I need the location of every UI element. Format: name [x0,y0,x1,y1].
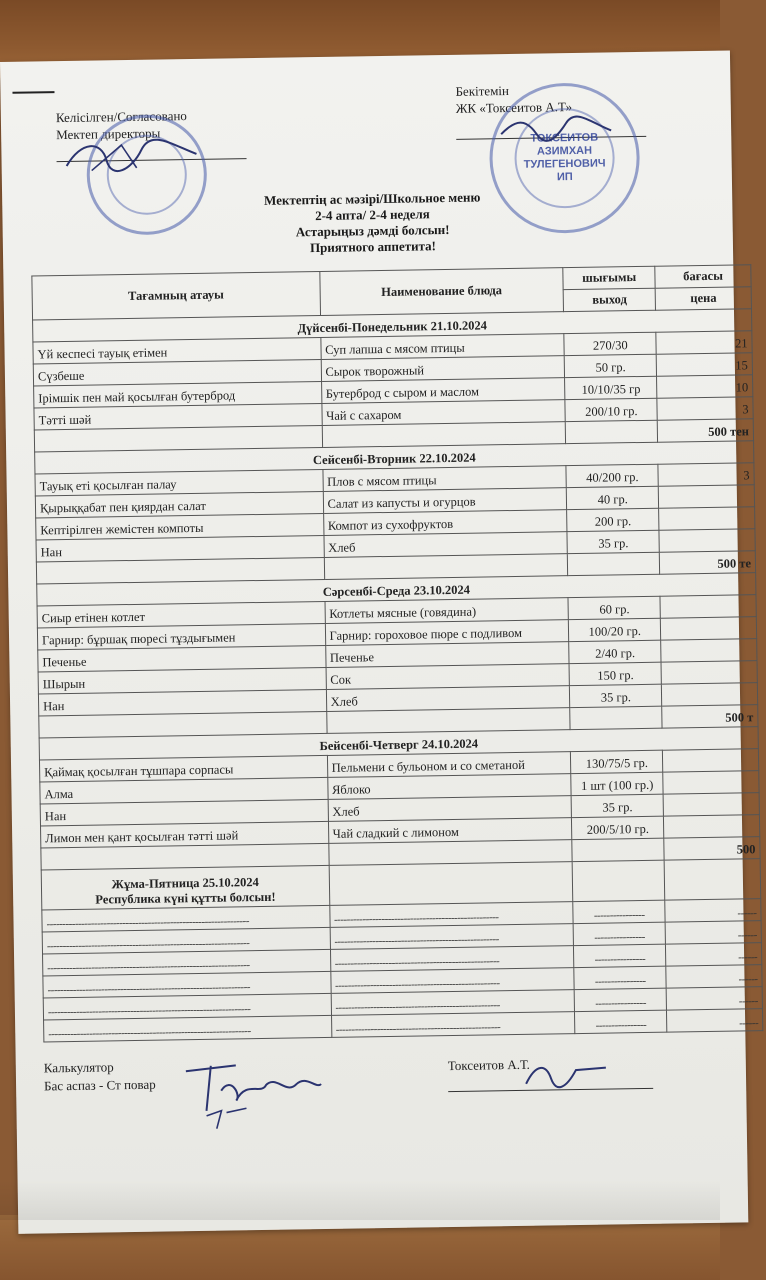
approval-left-line2: Мектеп директоры [56,125,161,143]
dish-ru: Бутерброд с сыром и маслом [321,378,565,404]
chef-label: Бас аспаз - Ст повар [43,1076,156,1094]
dish-ru: Сок [326,664,570,690]
dish-kz: Нан [40,799,328,826]
dish-yield: 40 гр. [567,486,659,509]
header-ru: Наименование блюда [319,268,563,316]
calculator-label: Калькулятор [43,1059,114,1076]
dish-yield: 200 гр. [567,508,659,531]
dish-kz: Кептірілген жемістен компоты [36,513,324,540]
dish-ru: Салат из капусты и огурцов [323,488,567,514]
day-heading: Сейсенбі-Вторник 22.10.2024 [35,441,754,474]
day-heading: Дүйсенбі-Понедельник 21.10.2024 [33,309,752,342]
dish-ru: Пельмени с бульоном и со сметаной [327,752,571,778]
dish-ru: Котлеты мясные (говядина) [325,598,569,624]
dish-ru: Суп лапша с мясом птицы [320,334,564,360]
dish-kz: Лимон мен қант қосылған тәтті шәй [41,821,329,848]
dish-ru: Чай с сахаром [321,400,565,426]
dish-yield: 150 гр. [569,662,661,685]
header-yield-ru: выход [563,288,655,311]
dish-price: 10 [657,375,753,399]
dish-kz: Тәтті шәй [34,403,322,430]
chef-signature [176,1049,327,1131]
friday-date: Жұма-Пятница 25.10.2024 [111,875,259,892]
dish-yield: 50 гр. [564,354,656,377]
signer-name: Токсеитов А.Т. [447,1056,530,1074]
dish-ru: Хлеб [328,796,572,822]
dish-kz: Сүзбеше [33,359,321,386]
dish-price [660,595,756,619]
dish-kz: Печенье [38,645,326,672]
dish-price [661,661,757,685]
header-kz: Тағамның атауы [32,272,320,321]
dish-yield: 35 гр. [571,794,663,817]
dish-yield: 270/30 [564,332,656,355]
dish-price [658,485,754,509]
dish-price [659,529,755,553]
dish-yield: 100/20 гр. [569,618,661,641]
dish-ru: Гарнир: гороховое пюре с подливом [325,620,569,646]
dish-kz: Тауық еті қосылған палау [35,469,323,496]
dish-kz: Шырын [38,667,326,694]
dish-kz: Сиыр етінен котлет [37,601,325,628]
approval-left-line1: Келісілген/Согласовано [55,108,187,126]
entrepreneur-stamp [488,82,640,234]
dish-kz: Қырыққабат пен қиярдан салат [35,491,323,518]
footer-right [448,1056,530,1075]
dish-ru: Печенье [325,642,569,668]
dish-ru: Плов с мясом птицы [323,466,567,492]
day-heading: Бейсенбі-Четверг 24.10.2024 [39,727,758,760]
dish-price [662,683,758,707]
dish-ru: Хлеб [324,532,568,558]
dish-price [661,639,757,663]
table-row: ---------------------------------------------------------------- ---------------------------------------------------- ---------------- ------ [44,1009,763,1042]
table-row: ---------------------------------------------------------------- ---------------------------------------------------- ---------------- ------ [42,899,761,932]
dish-ru: Компот из сухофруктов [323,510,567,536]
day-total: 500 [664,837,760,861]
dish-yield: 200/10 гр. [565,398,657,421]
dish-price [661,617,757,641]
dish-kz: Алма [40,777,328,804]
dish-ru: Чай сладкий с лимоном [328,818,572,844]
dish-price [663,749,759,773]
day-total: 500 тен [657,419,753,443]
table-row: ---------------------------------------------------------------- ---------------------------------------------------- ---------------- ------ [43,965,762,998]
dish-ru: Хлеб [326,686,570,712]
menu-document [0,51,759,1234]
table-row: ---------------------------------------------------------------- ---------------------------------------------------- ---------------- ------ [42,921,761,954]
approval-right-line1: Бекітемін [455,83,510,99]
dish-yield: 1 шт (100 гр.) [571,772,663,795]
dish-price [664,815,760,839]
title-line4: Приятного аппетита! [309,238,437,256]
dish-kz: Қаймақ қосылған тұшпара сорпасы [39,755,327,782]
dish-kz: Нан [38,689,326,716]
dish-yield: 35 гр. [570,684,662,707]
paper-shadow [0,1180,720,1220]
approval-right-line2: ЖК «Токсеитов А.Т» [455,99,573,116]
table-row: ---------------------------------------------------------------- ---------------------------------------------------- ---------------- ------ [43,987,762,1020]
dish-ru: Яблоко [327,774,571,800]
dish-yield: 130/75/5 гр. [571,750,663,773]
signer-signature [521,1058,612,1094]
dish-kz: Гарнир: бұршақ пюресі тұздығымен [37,623,325,650]
corner-mark [12,91,54,94]
header-price-ru: цена [655,287,751,311]
dish-price [663,793,759,817]
dish-price: 3 [657,397,753,421]
title-line3: Астарыңыз дәмді болсын! [295,221,450,240]
header-price-kz: бағасы [655,265,751,289]
footer-left [44,1058,156,1096]
dish-yield: 40/200 гр. [566,464,658,487]
dish-yield: 200/5/10 гр. [572,816,664,839]
dish-kz: Нан [36,535,324,562]
table-row: ---------------------------------------------------------------- ---------------------------------------------------- ---------------- ------ [43,943,762,976]
dish-kz: Үй кеспесі тауық етімен [33,338,321,365]
holiday-greeting: Республика күні құтты болсын! [95,889,276,907]
dish-yield: 10/10/35 гр [565,376,657,399]
dish-yield: 35 гр. [567,530,659,553]
friday-heading [41,865,329,910]
director-signature [61,129,202,181]
day-total: 500 т [662,705,758,729]
dish-price: 21 [656,331,752,355]
dish-price [659,507,755,531]
menu-table [31,264,763,1042]
owner-signature [496,112,616,144]
title-line2: 2-4 апта/ 2-4 неделя [315,206,430,224]
dish-price [663,771,759,795]
dish-ru: Сырок творожный [321,356,565,382]
dish-yield: 2/40 гр. [569,640,661,663]
dish-price: 15 [656,353,752,377]
dish-yield: 60 гр. [568,596,660,619]
title-line1: Мектептің ас мәзірі/Школьное меню [263,189,481,208]
header-yield-kz: шығымы [563,266,655,289]
menu-title [242,189,503,257]
stamp-text: ТОКСЕИТОВ АЗИМХАН ТУЛЕГЕНОВИЧ ИП [523,131,606,184]
day-heading: Сәрсенбі-Среда 23.10.2024 [37,573,756,606]
dish-kz: Ірімшік пен май қосылған бутерброд [34,381,322,408]
day-total: 500 те [660,551,756,575]
dish-price: 3 [658,463,754,487]
